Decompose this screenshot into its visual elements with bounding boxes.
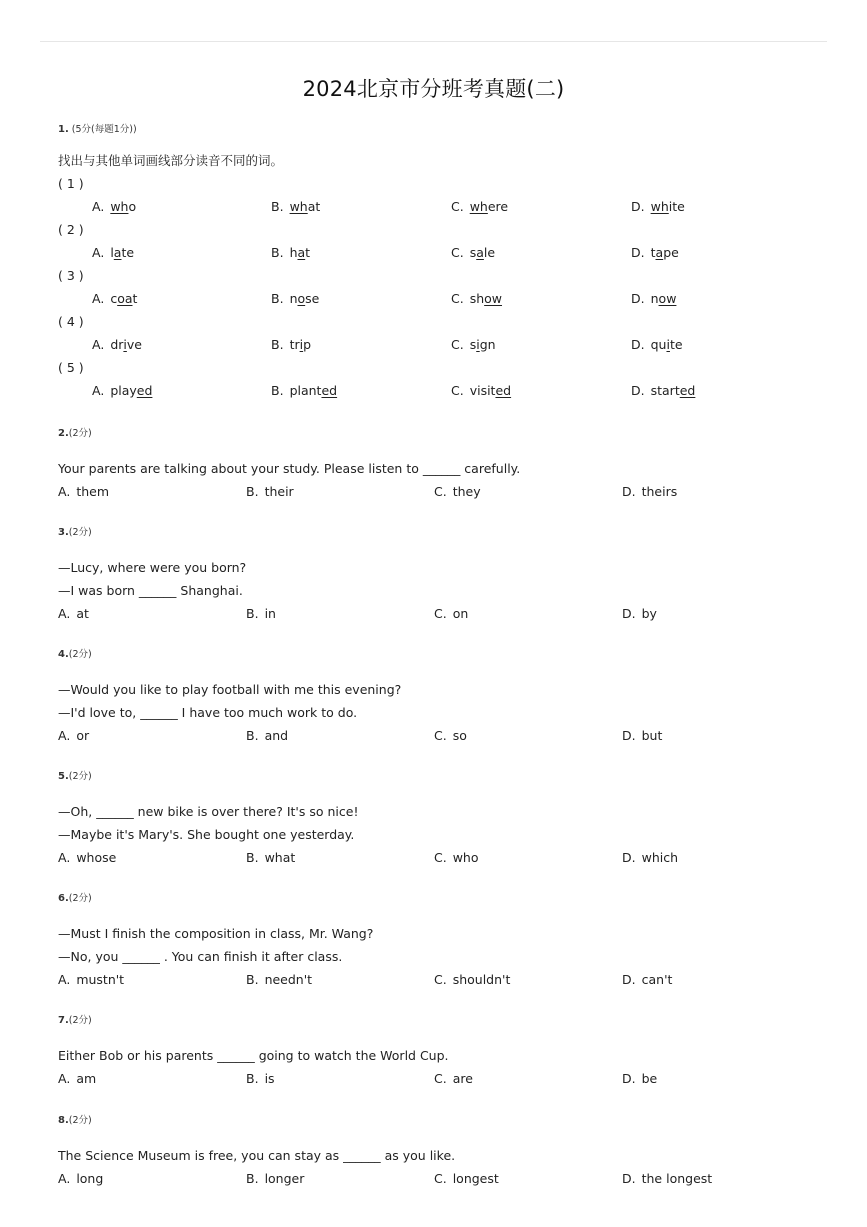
option-letter: B. (246, 1171, 259, 1186)
question-score: (2分) (68, 893, 92, 904)
option-a[interactable] (58, 724, 89, 747)
option[interactable] (451, 195, 508, 218)
options-row (58, 287, 818, 310)
option-d[interactable] (622, 602, 657, 625)
option-letter: A. (92, 199, 105, 214)
option-text: whose (76, 850, 117, 865)
question-score: (5分(每题1分)) (71, 124, 137, 135)
option-text: and (264, 728, 289, 743)
option-letter: A. (58, 728, 71, 743)
option-letter: B. (246, 606, 259, 621)
question-text: —I was born ______ Shanghai. (58, 583, 243, 598)
option[interactable] (271, 195, 320, 218)
option-letter: A. (92, 291, 105, 306)
question-header (58, 1012, 818, 1026)
underlined-part: a (476, 245, 484, 260)
word-part: p (303, 337, 312, 352)
option-b[interactable] (246, 602, 276, 625)
option-text: mustn't (76, 972, 125, 987)
option[interactable] (92, 287, 137, 310)
question-number: 4. (58, 649, 69, 660)
option-b[interactable] (246, 1067, 275, 1090)
option-text: am (76, 1071, 97, 1086)
word-part: n (650, 291, 659, 306)
option-letter: B. (271, 337, 284, 352)
question-score: (2分) (68, 1115, 92, 1126)
option-letter: C. (434, 484, 447, 499)
option-letter: C. (451, 199, 464, 214)
question-text: —Would you like to play football with me this evening? (58, 682, 402, 697)
question-number: 8. (58, 1115, 69, 1126)
option-letter: D. (622, 484, 636, 499)
sub-question-label: ( 5 ) (58, 360, 84, 375)
word-part: at (307, 199, 321, 214)
question-score: (2分) (68, 649, 92, 660)
option-a[interactable] (58, 1167, 103, 1190)
option[interactable] (631, 195, 685, 218)
question-number: 3. (58, 527, 69, 538)
option-text: theirs (641, 484, 678, 499)
option-b[interactable] (246, 1167, 304, 1190)
option-c[interactable] (434, 968, 510, 991)
option-text: which (641, 850, 679, 865)
underlined-part: wh (110, 199, 129, 214)
word-part: play (110, 383, 137, 398)
question-number: 1. (58, 124, 69, 135)
question-7 (58, 1012, 818, 1090)
options-row (58, 333, 818, 356)
word-part: t (132, 291, 138, 306)
underlined-part: i (123, 337, 127, 352)
underlined-part: a (113, 245, 122, 260)
option-letter: C. (434, 728, 447, 743)
option-letter: A. (58, 850, 71, 865)
option-letter: B. (271, 383, 284, 398)
question-text: —Must I finish the composition in class, Mr. Wang? (58, 926, 374, 941)
question-text: —Lucy, where were you born? (58, 560, 247, 575)
option-c[interactable] (434, 1067, 473, 1090)
question-text: Either Bob or his parents ______ going to watch the World Cup. (58, 1048, 449, 1063)
option-letter: B. (246, 850, 259, 865)
word-part: o (128, 199, 137, 214)
option[interactable] (271, 333, 311, 356)
option-c[interactable] (434, 1167, 499, 1190)
question-3 (58, 524, 818, 625)
option-text: in (264, 606, 276, 621)
question-5 (58, 768, 818, 869)
word-part: c (110, 291, 118, 306)
page-title: 2024北京市分班考真题(二) (302, 77, 565, 101)
option-text: longest (452, 1171, 499, 1186)
option-letter: B. (271, 245, 284, 260)
option[interactable] (631, 379, 695, 402)
option-letter: D. (622, 850, 636, 865)
question-text: Your parents are talking about your study. Please listen to ______ carefully. (58, 461, 521, 476)
option-letter: B. (246, 972, 259, 987)
option-letter: B. (271, 199, 284, 214)
option-letter: B. (246, 728, 259, 743)
option[interactable] (451, 333, 496, 356)
option-text: who (452, 850, 479, 865)
option-text: are (452, 1071, 473, 1086)
word-part: dr (110, 337, 124, 352)
sub-question-label: ( 1 ) (58, 176, 84, 191)
sub-question-label: ( 3 ) (58, 268, 84, 283)
underlined-part: wh (650, 199, 669, 214)
option-a[interactable] (58, 602, 89, 625)
word-part: se (305, 291, 320, 306)
option-letter: A. (58, 1071, 71, 1086)
option-letter: C. (451, 291, 464, 306)
options-row (58, 602, 818, 625)
option-text: so (452, 728, 467, 743)
option-text: their (264, 484, 294, 499)
word-part: t (650, 245, 656, 260)
option-a[interactable] (58, 480, 109, 503)
options-row (58, 1067, 818, 1090)
question-number: 2. (58, 428, 69, 439)
underlined-part: ed (679, 383, 696, 398)
word-part: h (289, 245, 298, 260)
option-letter: A. (92, 337, 105, 352)
option-c[interactable] (434, 846, 479, 869)
option-letter: B. (246, 484, 259, 499)
word-part: pe (663, 245, 679, 260)
option-letter: D. (622, 1171, 636, 1186)
options-row (58, 195, 818, 218)
question-number: 5. (58, 771, 69, 782)
option-text: the longest (641, 1171, 713, 1186)
question-header (58, 646, 818, 660)
option[interactable] (271, 241, 310, 264)
question-score: (2分) (68, 428, 92, 439)
option[interactable] (631, 287, 676, 310)
option-text: they (452, 484, 481, 499)
option-letter: D. (622, 606, 636, 621)
word-part: start (650, 383, 680, 398)
option-text: longer (264, 1171, 305, 1186)
options-row (58, 379, 818, 402)
option-letter: B. (246, 1071, 259, 1086)
word-part: sh (469, 291, 485, 306)
option-letter: B. (271, 291, 284, 306)
option[interactable] (451, 241, 495, 264)
word-part: s (469, 337, 477, 352)
option-text: shouldn't (452, 972, 511, 987)
option-text: be (641, 1071, 658, 1086)
options-row (58, 241, 818, 264)
sub-question-label: ( 2 ) (58, 222, 84, 237)
option-text: can't (641, 972, 673, 987)
underlined-part: wh (289, 199, 308, 214)
option-d[interactable] (622, 846, 678, 869)
option-a[interactable] (58, 1067, 96, 1090)
underlined-part: o (297, 291, 306, 306)
underlined-part: ow (484, 291, 503, 306)
underlined-part: ed (321, 383, 338, 398)
option-letter: C. (434, 606, 447, 621)
option[interactable] (92, 379, 152, 402)
option-letter: D. (631, 383, 645, 398)
option[interactable] (92, 333, 142, 356)
word-part: qu (650, 337, 667, 352)
word-part: plant (289, 383, 322, 398)
option-letter: A. (58, 606, 71, 621)
option[interactable] (451, 379, 511, 402)
question-header (58, 768, 818, 782)
option-letter: D. (622, 1071, 636, 1086)
underlined-part: ow (658, 291, 677, 306)
underlined-part: oa (117, 291, 133, 306)
option-a[interactable] (58, 846, 116, 869)
option-text: long (76, 1171, 104, 1186)
option-letter: C. (434, 972, 447, 987)
question-score: (2分) (68, 771, 92, 782)
question-header (58, 890, 818, 904)
option-letter: A. (92, 245, 105, 260)
option-text: what (264, 850, 296, 865)
underlined-part: a (655, 245, 664, 260)
underlined-part: i (476, 337, 480, 352)
option-letter: C. (434, 1071, 447, 1086)
option-letter: A. (58, 484, 71, 499)
question-header (58, 121, 818, 135)
word-part: s (469, 245, 477, 260)
underlined-part: a (297, 245, 306, 260)
option[interactable] (271, 287, 319, 310)
word-part: gn (479, 337, 496, 352)
option-letter: D. (631, 291, 645, 306)
header-divider (40, 41, 827, 42)
option[interactable] (451, 287, 502, 310)
question-header (58, 524, 818, 538)
option-text: or (76, 728, 90, 743)
word-part: te (669, 337, 683, 352)
option-b[interactable] (246, 968, 312, 991)
question-header (58, 1112, 818, 1126)
question-header (58, 425, 818, 439)
option-c[interactable] (434, 602, 468, 625)
word-part: ere (487, 199, 509, 214)
question-instruction: 找出与其他单词画线部分读音不同的词。 (58, 153, 284, 168)
option-letter: D. (631, 245, 645, 260)
option-d[interactable] (622, 480, 677, 503)
underlined-part: i (666, 337, 670, 352)
option-letter: C. (451, 245, 464, 260)
options-row (58, 724, 818, 747)
question-score: (2分) (68, 527, 92, 538)
option-letter: C. (451, 337, 464, 352)
options-row (58, 968, 818, 991)
question-number: 7. (58, 1015, 69, 1026)
option-letter: C. (434, 850, 447, 865)
option-letter: A. (58, 1171, 71, 1186)
options-row (58, 1167, 818, 1190)
option-letter: D. (622, 972, 636, 987)
option-letter: D. (631, 199, 645, 214)
question-text: The Science Museum is free, you can stay as ______ as you like. (58, 1148, 456, 1163)
option[interactable] (271, 379, 337, 402)
word-part: te (121, 245, 135, 260)
option-d[interactable] (622, 724, 662, 747)
question-text: —Oh, ______ new bike is over there? It's so nice! (58, 804, 359, 819)
question-2 (58, 425, 818, 503)
option-letter: A. (92, 383, 105, 398)
word-part: visit (469, 383, 496, 398)
options-row (58, 480, 818, 503)
sub-question-label: ( 4 ) (58, 314, 84, 329)
question-6 (58, 890, 818, 991)
option-a[interactable] (58, 968, 124, 991)
option-b[interactable] (246, 724, 288, 747)
question-number: 6. (58, 893, 69, 904)
underlined-part: wh (469, 199, 488, 214)
option-b[interactable] (246, 480, 294, 503)
option-text: on (452, 606, 469, 621)
option-d[interactable] (622, 1167, 712, 1190)
question-score: (2分) (68, 1015, 92, 1026)
option-c[interactable] (434, 480, 481, 503)
option-text: is (264, 1071, 275, 1086)
question-1 (58, 121, 818, 402)
option[interactable] (92, 241, 134, 264)
options-row (58, 846, 818, 869)
option-b[interactable] (246, 846, 295, 869)
option[interactable] (631, 241, 679, 264)
option[interactable] (631, 333, 683, 356)
underlined-part: ed (136, 383, 153, 398)
option-letter: A. (58, 972, 71, 987)
question-text: —I'd love to, ______ I have too much work to do. (58, 705, 358, 720)
question-text: —No, you ______ . You can finish it after class. (58, 949, 343, 964)
word-part: ve (126, 337, 142, 352)
option-text: needn't (264, 972, 313, 987)
option-letter: D. (622, 728, 636, 743)
option-letter: D. (631, 337, 645, 352)
option-text: at (76, 606, 89, 621)
word-part: l (110, 245, 114, 260)
option-c[interactable] (434, 724, 467, 747)
word-part: le (483, 245, 496, 260)
option[interactable] (92, 195, 136, 218)
option-text: by (641, 606, 657, 621)
option-text: but (641, 728, 663, 743)
option-text: them (76, 484, 110, 499)
option-letter: C. (451, 383, 464, 398)
option-letter: C. (434, 1171, 447, 1186)
option-d[interactable] (622, 968, 672, 991)
underlined-part: i (299, 337, 304, 352)
word-part: n (289, 291, 298, 306)
question-text: —Maybe it's Mary's. She bought one yesterday. (58, 827, 355, 842)
option-d[interactable] (622, 1067, 657, 1090)
underlined-part: ed (495, 383, 512, 398)
word-part: tr (289, 337, 300, 352)
question-4 (58, 646, 818, 747)
question-8 (58, 1112, 818, 1190)
word-part: t (305, 245, 311, 260)
word-part: ite (668, 199, 685, 214)
